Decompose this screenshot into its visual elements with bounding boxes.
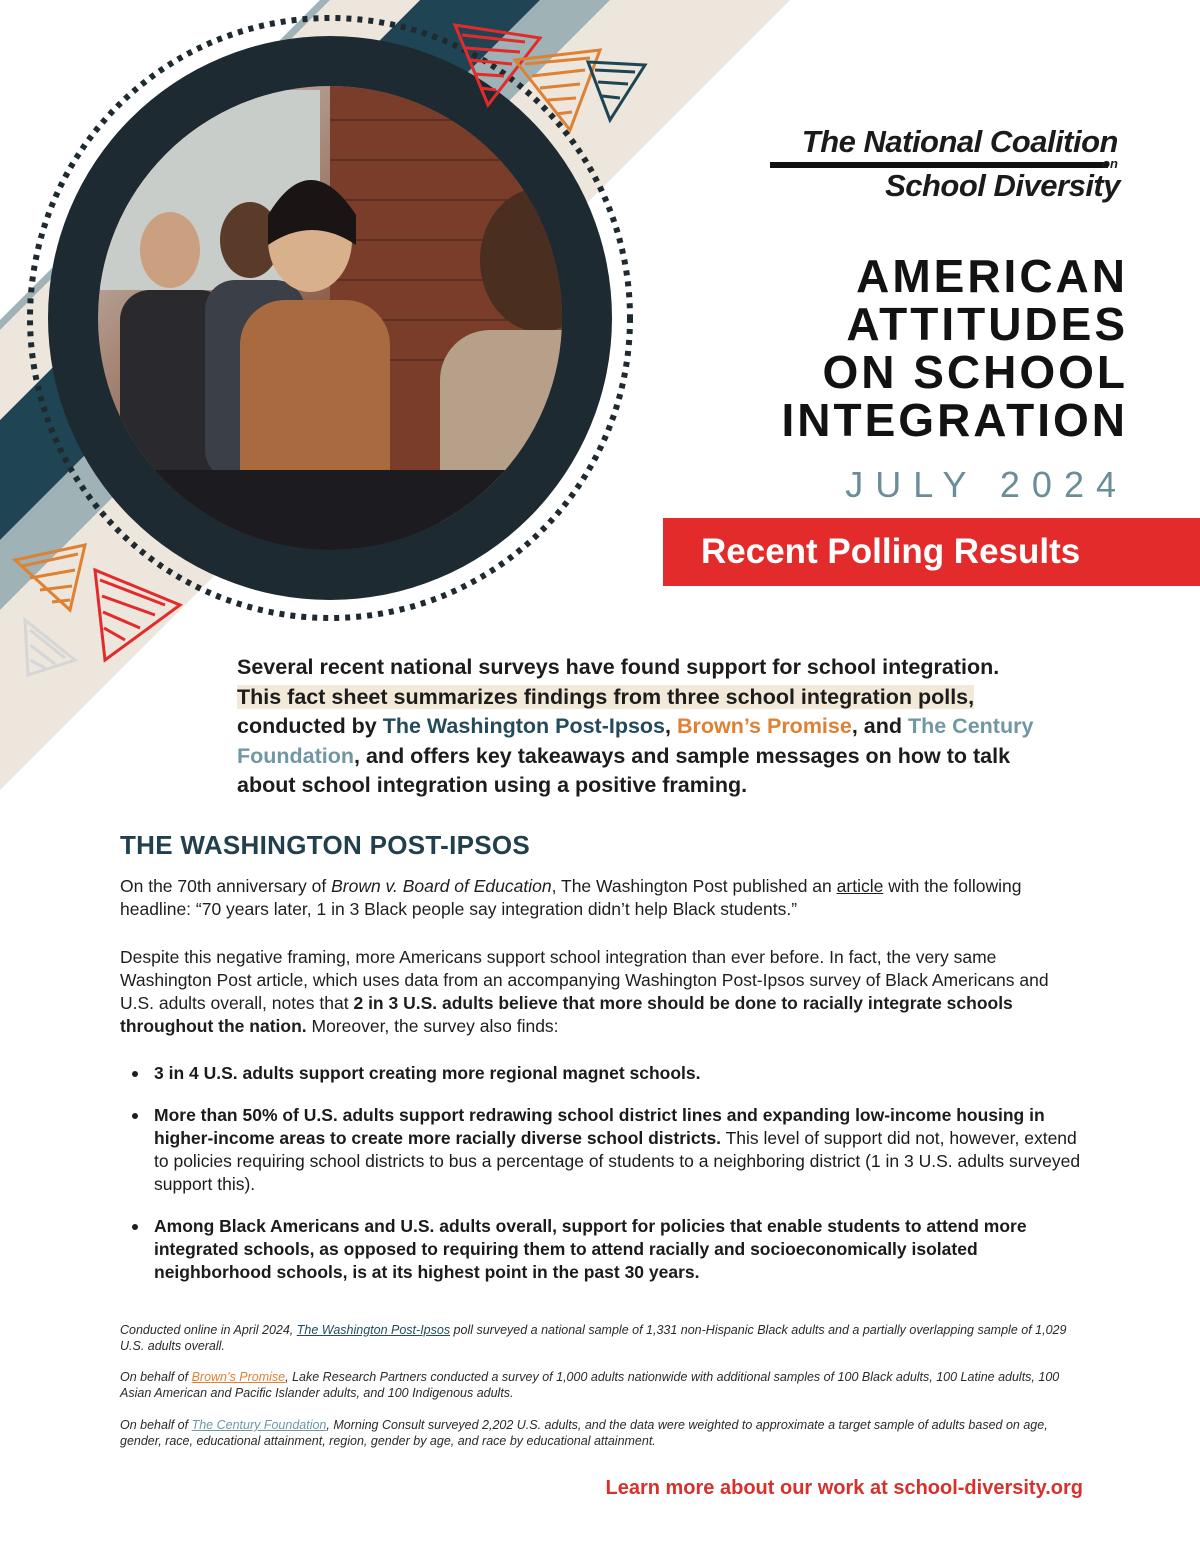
century-foundation-link[interactable]: The Century Foundation — [191, 1418, 327, 1432]
footnote-bp — [120, 1369, 1080, 1401]
logo-line-1: The National Coalition — [801, 124, 1118, 159]
intro-rest: , and offers key takeaways and sample messages on how to talk about school integration using a positive framing. — [237, 743, 1011, 797]
section-paragraph-1 — [120, 875, 1080, 921]
finding-item — [130, 1215, 1085, 1284]
footnote-tcf — [120, 1417, 1080, 1449]
finding-bold: More than 50% of U.S. adults support redrawing school district lines and expanding low-income housing in higher-income areas to create more racially diverse school districts. — [154, 1105, 1045, 1148]
report-date: JULY 2024 — [845, 464, 1128, 505]
logo-line-2: School Diversity — [885, 168, 1120, 203]
intro-comma: , — [665, 714, 677, 738]
intro-wp-name: The Washington Post-Ipsos — [382, 714, 666, 738]
title-line-2: ATTITUDES — [846, 298, 1128, 350]
title-line-1: AMERICAN — [856, 250, 1128, 302]
p2-bold: 2 in 3 U.S. adults believe that more should be done to racially integrate schools throughout the nation. — [120, 993, 1013, 1036]
fn3-text-a: On behalf of — [120, 1418, 192, 1432]
intro-and: , and — [851, 714, 908, 738]
intro-paragraph — [237, 653, 1067, 801]
finding-item — [130, 1104, 1085, 1196]
finding-rest: This level of support did not, however, extend to policies requiring school districts to bus a percentage of students to a neighboring district (1 in 3 U.S. adults surveyed support this). — [154, 1128, 1081, 1194]
article-link[interactable]: article — [836, 876, 884, 896]
logo-on: on — [1102, 156, 1118, 171]
section-paragraph-2 — [120, 946, 1080, 1038]
fn1-text-b: poll surveyed a national sample of 1,331 non-Hispanic Black adults and a partially overlapping sample of 1,029 U.S. adults overall. — [120, 1323, 1067, 1353]
fn2-text-a: On behalf of — [120, 1370, 192, 1384]
fn3-text-b: , Morning Consult surveyed 2,202 U.S. adults, and the data were weighted to approximate a target sample of adults based on age, gender, race, educational attainment, region, gender by age, and race by educational attainment. — [120, 1418, 1048, 1448]
title-line-3: ON SCHOOL — [822, 346, 1128, 398]
findings-list — [130, 1062, 1085, 1303]
intro-bp-name: Brown’s Promise — [676, 714, 852, 738]
footnote-wp — [120, 1322, 1080, 1354]
p2-text-b: Moreover, the survey also finds: — [306, 1016, 559, 1036]
browns-promise-link[interactable]: Brown’s Promise — [191, 1370, 286, 1384]
p1-text-c: with the following headline: “70 years later, 1 in 3 Black people say integration didn’t help Black students.” — [120, 876, 1022, 919]
p1-text-b: , The Washington Post published an — [551, 876, 837, 896]
ncsd-logo — [760, 122, 1130, 212]
fn1-text-a: Conducted online in April 2024, — [120, 1323, 297, 1337]
intro-sentence-1: Several recent national surveys have found support for school integration. — [237, 655, 1000, 679]
intro-tcf-name: The Century Foundation — [237, 714, 1034, 768]
finding-item — [130, 1062, 1085, 1085]
intro-highlight: This fact sheet summarizes findings from three school integration polls, — [237, 684, 975, 709]
p1-text-a: On the 70th anniversary of — [120, 876, 332, 896]
fn2-text-b: , Lake Research Partners conducted a survey of 1,000 adults nationwide with additional samples of 100 Black adults, 100 Latine adults, 100 Asian American and Pacific Islander adults, and 100 Indigenous adults. — [120, 1370, 1060, 1400]
wp-ipsos-link[interactable]: The Washington Post-Ipsos — [296, 1323, 451, 1337]
intro-conducted-by: conducted by — [237, 714, 383, 738]
report-title — [782, 252, 1128, 444]
finding-bold: Among Black Americans and U.S. adults overall, support for policies that enable students to attend more integrated schools, as opposed to requiring them to attend racially and socioeconomically isolated neighborhood schools, is at its highest point in the past 30 years. — [154, 1216, 1027, 1282]
finding-bold: 3 in 4 U.S. adults support creating more regional magnet schools. — [154, 1063, 701, 1083]
p1-case-name: Brown v. Board of Education — [331, 876, 552, 896]
recent-polling-banner: Recent Polling Results — [663, 518, 1200, 586]
title-line-4: INTEGRATION — [781, 394, 1128, 446]
learn-more-link[interactable]: Learn more about our work at school-diversity.org — [605, 1477, 1083, 1499]
section-heading: THE WASHINGTON POST-IPSOS — [120, 830, 531, 860]
p2-text-a: Despite this negative framing, more Americans support school integration than ever before. In fact, the very same Washington Post article, which uses data from an accompanying Washington Post-Ipsos survey of Black Americans and U.S. adults overall, notes that — [120, 947, 1049, 1013]
